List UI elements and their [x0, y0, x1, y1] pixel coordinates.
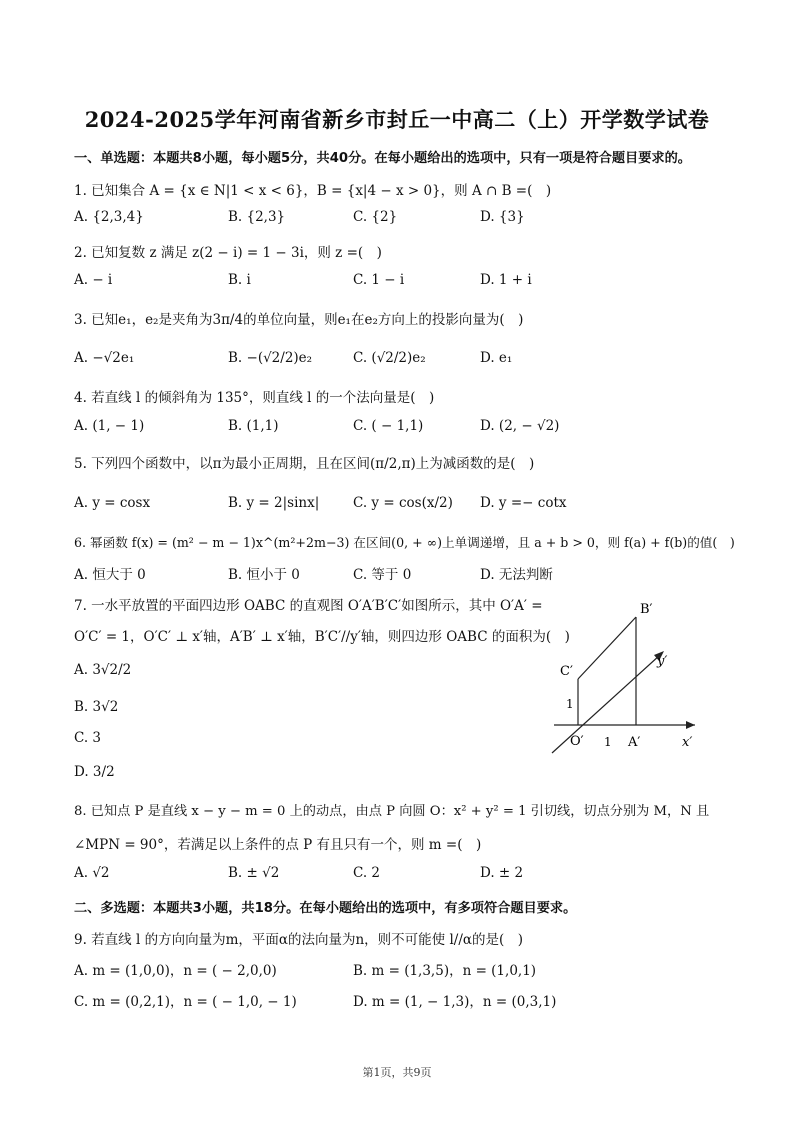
question-1-option-b: B. {2,3}	[228, 209, 286, 225]
page-title: 2024-2025学年河南省新乡市封丘一中高二（上）开学数学试卷	[84, 107, 710, 132]
question-1-stem: 1. 已知集合 A = {x ∈ N|1 < x < 6}，B = {x|4 − x > 0}，则 A ∩ B =( )	[74, 183, 552, 199]
question-8-option-a: A. √2	[74, 865, 110, 881]
label-x-axis: x′	[682, 735, 693, 750]
label-b: B′	[640, 602, 653, 617]
question-8-stem-line1: 8. 已知点 P 是直线 x − y − m = 0 上的动点，由点 P 向圆 O：x² + y² = 1 引切线，切点分别为 M，N 且	[74, 804, 710, 819]
question-8-option-b: B. ± √2	[228, 865, 280, 881]
question-3-option-b: B. −(√2/2)e₂	[228, 350, 313, 366]
segment-cb	[578, 617, 636, 679]
x-axis-arrow-icon	[686, 721, 695, 729]
question-7-option-d: D. 3/2	[74, 764, 115, 780]
question-7-option-b: B. 3√2	[74, 699, 119, 715]
label-bottom-one: 1	[604, 735, 612, 749]
question-2-option-a: A. − i	[74, 272, 113, 288]
question-3-option-a: A. −√2e₁	[74, 350, 135, 366]
question-6-option-b: B. 恒小于 0	[228, 567, 300, 583]
question-4-option-b: B. (1,1)	[228, 418, 279, 434]
question-8-option-c: C. 2	[353, 865, 381, 881]
question-3-stem: 3. 已知e₁，e₂是夹角为3π/4的单位向量，则e₁在e₂方向上的投影向量为( )	[74, 312, 524, 328]
question-4-option-a: A. (1, − 1)	[74, 418, 145, 434]
question-7-option-c: C. 3	[74, 730, 102, 746]
question-2-stem: 2. 已知复数 z 满足 z(2 − i) = 1 − 3i，则 z =( )	[74, 245, 382, 261]
question-3-option-d: D. e₁	[480, 350, 513, 366]
question-4-option-c: C. ( − 1,1)	[353, 418, 424, 434]
question-9-option-b: B. m = (1,3,5)，n = (1,0,1)	[353, 963, 537, 979]
question-6-option-c: C. 等于 0	[353, 567, 412, 583]
question-5-option-c: C. y = cos(x/2)	[353, 495, 453, 511]
question-6-option-d: D. 无法判断	[480, 567, 553, 583]
question-2-option-d: D. 1 + i	[480, 272, 532, 288]
question-4-stem: 4. 若直线 l 的倾斜角为 135°，则直线 l 的一个法向量是( )	[74, 390, 435, 406]
question-5-option-b: B. y = 2|sinx|	[228, 495, 320, 511]
question-9-option-d: D. m = (1, − 1,3)，n = (0,3,1)	[353, 994, 557, 1010]
question-9-option-a: A. m = (1,0,0)，n = ( − 2,0,0)	[74, 963, 277, 979]
label-c: C′	[560, 664, 573, 679]
question-9-stem: 9. 若直线 l 的方向向量为m，平面α的法向量为n，则不可能使 l//α的是( )	[74, 932, 524, 948]
question-7-stem-line1: 7. 一水平放置的平面四边形 OABC 的直观图 O′A′B′C′如图所示，其中 O′A′ =	[74, 598, 543, 614]
page-footer: 第1页，共9页	[362, 1066, 432, 1079]
question-1-option-a: A. {2,3,4}	[74, 209, 144, 225]
question-6-stem: 6. 幂函数 f(x) = (m² − m − 1)x^(m²+2m−3) 在区间(0, + ∞)上单调递增，且 a + b > 0，则 f(a) + f(b)的值( )	[74, 535, 735, 550]
question-8-option-d: D. ± 2	[480, 865, 524, 881]
question-5-option-a: A. y = cosx	[74, 495, 151, 511]
question-7-oblique-figure	[540, 595, 715, 765]
question-2-option-c: C. 1 − i	[353, 272, 405, 288]
question-7-stem-line2: O′C′ = 1，O′C′ ⊥ x′轴，A′B′ ⊥ x′轴，B′C′//y′轴，则四边形 OABC 的面积为( )	[74, 629, 570, 645]
question-8-stem-line2: ∠MPN = 90°，若满足以上条件的点 P 有且只有一个，则 m =( )	[74, 837, 482, 853]
question-6-option-a: A. 恒大于 0	[74, 567, 146, 583]
section-multiple-choice-header: 二、多选题：本题共3小题，共18分。在每小题给出的选项中，有多项符合题目要求。	[74, 901, 577, 916]
section-single-choice-header: 一、单选题：本题共8小题，每小题5分，共40分。在每小题给出的选项中，只有一项是符合题目要求的。	[74, 151, 691, 166]
question-4-option-d: D. (2, − √2)	[480, 418, 560, 434]
question-3-option-c: C. (√2/2)e₂	[353, 350, 426, 366]
label-side-one: 1	[566, 697, 574, 711]
question-5-stem: 5. 下列四个函数中，以π为最小正周期，且在区间(π/2,π)上为减函数的是( )	[74, 456, 535, 472]
label-o: O′	[570, 734, 584, 749]
question-1-option-c: C. {2}	[353, 209, 398, 225]
label-a: A′	[628, 735, 641, 750]
question-2-option-b: B. i	[228, 272, 251, 288]
question-7-option-a: A. 3√2/2	[74, 662, 132, 678]
question-1-option-d: D. {3}	[480, 209, 525, 225]
question-9-option-c: C. m = (0,2,1)，n = ( − 1,0, − 1)	[74, 994, 297, 1010]
label-y-axis: y′	[657, 654, 668, 669]
question-5-option-d: D. y =− cotx	[480, 495, 567, 511]
